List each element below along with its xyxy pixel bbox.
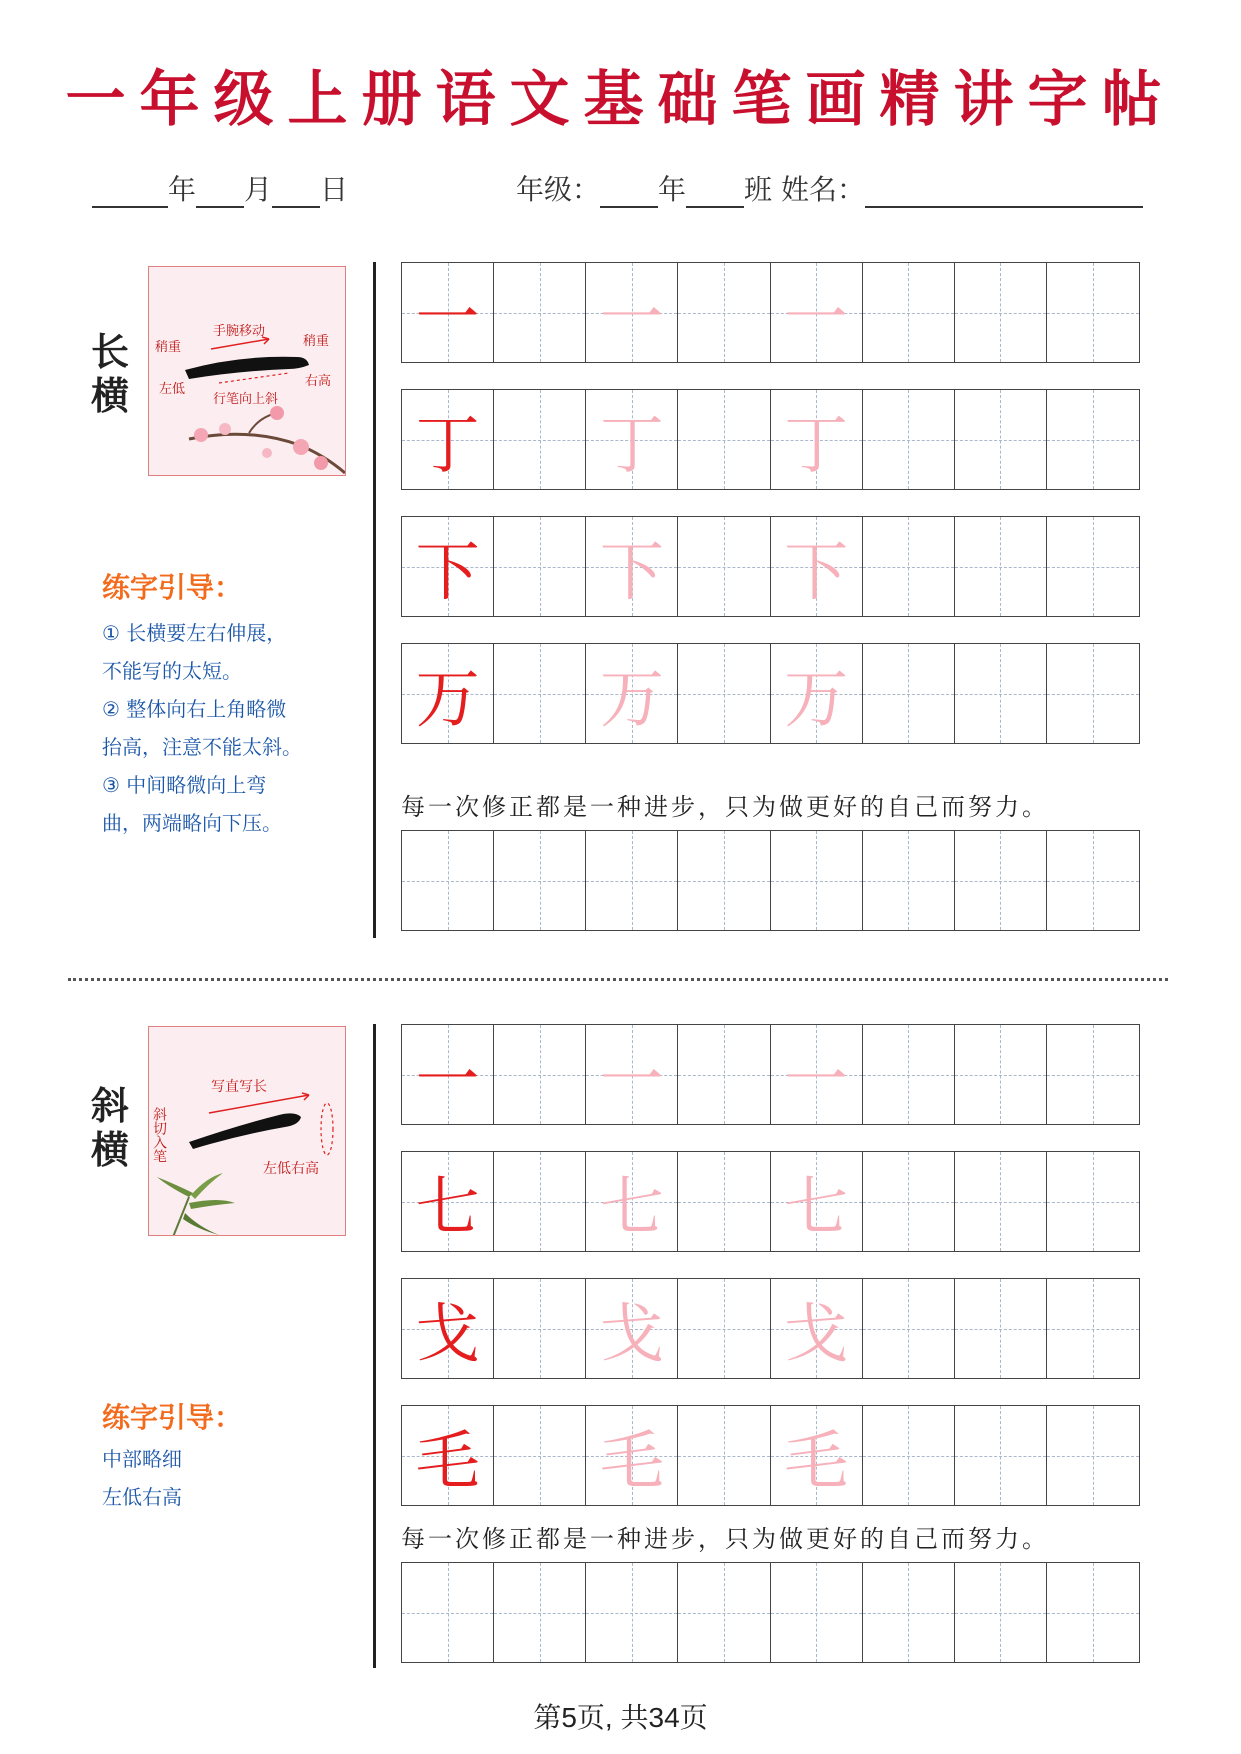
grid-cell[interactable] (586, 831, 678, 930)
grid-cell[interactable] (1047, 1025, 1139, 1124)
grid-cell[interactable] (863, 1406, 955, 1505)
grid-cell[interactable] (863, 517, 955, 616)
guide-title-1: 练字引导： (102, 571, 243, 604)
guide-line: ③ 中间略微向上弯 (102, 773, 267, 797)
year-blank[interactable] (92, 180, 168, 208)
trace-character: 一 (784, 281, 849, 356)
trace-character: 丁 (784, 408, 849, 483)
diagram-top-label: 手腕移动 (213, 324, 266, 339)
practice-row[interactable] (401, 1151, 1140, 1252)
practice-row-blank[interactable] (401, 1562, 1140, 1663)
practice-row[interactable] (401, 262, 1140, 363)
grid-cell[interactable] (771, 644, 863, 743)
grid-cell[interactable] (678, 831, 770, 930)
grid-cell[interactable] (402, 390, 494, 489)
stroke-illustration-2 (148, 1026, 346, 1236)
grid-cell[interactable] (402, 644, 494, 743)
grid-cell[interactable] (771, 1279, 863, 1378)
model-character: 万 (415, 662, 480, 737)
motto-quote-1: 每一次修正都是一种进步，只为做更好的自己而努力。 (401, 793, 1049, 821)
grid-cell[interactable] (402, 1563, 494, 1662)
grid-cell[interactable] (494, 263, 586, 362)
trace-character: 七 (599, 1170, 664, 1245)
model-character: 毛 (415, 1424, 480, 1499)
grid-cell[interactable] (771, 1025, 863, 1124)
grid-cell[interactable] (863, 831, 955, 930)
grid-cell[interactable] (586, 390, 678, 489)
grid-cell[interactable] (955, 1152, 1047, 1251)
grid-cell[interactable] (402, 1279, 494, 1378)
grid-cell[interactable] (402, 1025, 494, 1124)
stroke-name-1: 长横 (90, 330, 129, 418)
model-character: 丁 (415, 408, 480, 483)
grid-cell[interactable] (1047, 390, 1139, 489)
name-label: 姓名： (780, 173, 865, 206)
day-blank[interactable] (272, 180, 320, 208)
grid-cell[interactable] (586, 1279, 678, 1378)
trace-character: 丁 (599, 408, 664, 483)
grid-cell[interactable] (955, 390, 1047, 489)
diagram-bottom-label: 左低右高 (263, 1161, 319, 1177)
trace-character: 万 (784, 662, 849, 737)
grid-cell[interactable] (955, 517, 1047, 616)
guide-line: ① 长横要左右伸展， (102, 621, 287, 645)
grid-cell[interactable] (586, 517, 678, 616)
diagram-right-press: 稍重 (303, 334, 330, 349)
model-character: 七 (415, 1170, 480, 1245)
plum-blossom-icon (189, 406, 345, 473)
trace-character: 毛 (784, 1424, 849, 1499)
grid-cell[interactable] (494, 1025, 586, 1124)
guide-text-1 (102, 614, 342, 842)
grid-cell[interactable] (678, 517, 770, 616)
name-blank[interactable] (865, 180, 1143, 208)
day-label: 日 (320, 173, 349, 206)
diagram-left-low: 左低 (159, 382, 186, 397)
grid-cell[interactable] (494, 1279, 586, 1378)
grid-cell[interactable] (771, 831, 863, 930)
guide-line: 左低右高 (102, 1485, 182, 1509)
grid-cell[interactable] (955, 1025, 1047, 1124)
grid-cell[interactable] (402, 831, 494, 930)
grid-cell[interactable] (955, 831, 1047, 930)
grid-cell[interactable] (863, 1563, 955, 1662)
trace-character: 戈 (599, 1297, 664, 1372)
grid-cell[interactable] (586, 1025, 678, 1124)
grid-cell[interactable] (402, 517, 494, 616)
grid-cell[interactable] (863, 1152, 955, 1251)
class-label: 班 (744, 173, 773, 206)
grid-cell[interactable] (494, 644, 586, 743)
month-label: 月 (244, 173, 273, 206)
grid-cell[interactable] (771, 263, 863, 362)
grid-cell[interactable] (402, 1406, 494, 1505)
model-character: 一 (415, 1043, 480, 1118)
date-line (92, 168, 348, 208)
divider-line-1 (373, 262, 376, 938)
guide-text-2 (102, 1440, 342, 1516)
model-character: 一 (415, 281, 480, 356)
grid-cell[interactable] (955, 1563, 1047, 1662)
practice-row[interactable] (401, 516, 1140, 617)
guide-line: 曲，两端略向下压。 (102, 811, 282, 835)
grid-cell[interactable] (494, 831, 586, 930)
grid-cell[interactable] (1047, 1406, 1139, 1505)
grid-cell[interactable] (494, 1563, 586, 1662)
divider-line-2 (373, 1024, 376, 1668)
trace-character: 一 (599, 281, 664, 356)
trace-character: 下 (784, 535, 849, 610)
year-label: 年 (168, 173, 197, 206)
grade-year-label: 年 (658, 173, 687, 206)
grid-cell[interactable] (494, 390, 586, 489)
grid-cell[interactable] (586, 263, 678, 362)
model-character: 下 (415, 535, 480, 610)
diagram-left-label: 斜切入笔 (151, 1107, 167, 1163)
grid-cell[interactable] (586, 1152, 678, 1251)
diagram-bottom-label: 行笔向上斜 (213, 392, 279, 407)
grid-cell[interactable] (586, 1563, 678, 1662)
grid-cell[interactable] (771, 1563, 863, 1662)
slant-horizontal-diagram (149, 1027, 345, 1235)
grid-cell[interactable] (771, 1152, 863, 1251)
student-line (516, 168, 1143, 208)
guide-line: ② 整体向右上角略微 (102, 697, 287, 721)
bamboo-icon (157, 1173, 235, 1235)
grid-cell[interactable] (494, 517, 586, 616)
grid-cell[interactable] (863, 263, 955, 362)
grid-cell[interactable] (771, 1406, 863, 1505)
section-separator (68, 978, 1168, 981)
diagram-right-high: 右高 (305, 374, 332, 389)
practice-row[interactable] (401, 1405, 1140, 1506)
grid-cell[interactable] (1047, 831, 1139, 930)
grid-cell[interactable] (1047, 517, 1139, 616)
practice-row[interactable] (401, 389, 1140, 490)
grid-cell[interactable] (1047, 644, 1139, 743)
grid-cell[interactable] (678, 1152, 770, 1251)
grade-blank[interactable] (600, 180, 658, 208)
guide-line: 抬高，注意不能太斜。 (102, 735, 302, 759)
grid-cell[interactable] (678, 1025, 770, 1124)
grid-cell[interactable] (1047, 1152, 1139, 1251)
long-horizontal-diagram (149, 267, 345, 475)
page-number: 第5页, 共34页 (533, 1702, 708, 1733)
trace-character: 七 (784, 1170, 849, 1245)
practice-row[interactable] (401, 1278, 1140, 1379)
trace-character: 戈 (784, 1297, 849, 1372)
grid-cell[interactable] (863, 644, 955, 743)
motto-quote-2: 每一次修正都是一种进步，只为做更好的自己而努力。 (401, 1525, 1049, 1553)
practice-row[interactable] (401, 1024, 1140, 1125)
class-blank[interactable] (686, 180, 744, 208)
guide-title-2: 练字引导： (102, 1401, 243, 1434)
grid-cell[interactable] (586, 1406, 678, 1505)
trace-character: 万 (599, 662, 664, 737)
trace-character: 一 (599, 1043, 664, 1118)
grid-cell[interactable] (402, 263, 494, 362)
grid-cell[interactable] (586, 644, 678, 743)
month-blank[interactable] (196, 180, 244, 208)
grid-cell[interactable] (955, 1406, 1047, 1505)
grid-cell[interactable] (863, 1025, 955, 1124)
model-character: 戈 (415, 1297, 480, 1372)
trace-character: 毛 (599, 1424, 664, 1499)
grid-cell[interactable] (678, 390, 770, 489)
trace-character: 一 (784, 1043, 849, 1118)
diagram-top-label: 写直写长 (211, 1079, 267, 1095)
grid-cell[interactable] (678, 1563, 770, 1662)
grid-cell[interactable] (678, 1279, 770, 1378)
grid-cell[interactable] (1047, 263, 1139, 362)
grid-cell[interactable] (494, 1406, 586, 1505)
grid-cell[interactable] (771, 390, 863, 489)
stroke-name-2: 斜横 (90, 1084, 129, 1172)
page-title: 一年级上册语文基础笔画精讲字帖 (65, 65, 1176, 135)
grid-cell[interactable] (955, 1279, 1047, 1378)
guide-line: 中部略细 (102, 1447, 182, 1471)
stroke-illustration-1 (148, 266, 346, 476)
grid-cell[interactable] (494, 1152, 586, 1251)
grid-cell[interactable] (678, 1406, 770, 1505)
grid-cell[interactable] (1047, 1279, 1139, 1378)
trace-character: 下 (599, 535, 664, 610)
grid-cell[interactable] (771, 517, 863, 616)
grid-cell[interactable] (402, 1152, 494, 1251)
grid-cell[interactable] (955, 263, 1047, 362)
grid-cell[interactable] (863, 390, 955, 489)
practice-row[interactable] (401, 643, 1140, 744)
grid-cell[interactable] (1047, 1563, 1139, 1662)
grid-cell[interactable] (863, 1279, 955, 1378)
diagram-left-press: 稍重 (155, 340, 182, 355)
grid-cell[interactable] (955, 644, 1047, 743)
practice-row-blank[interactable] (401, 830, 1140, 931)
guide-line: 不能写的太短。 (102, 659, 242, 683)
grid-cell[interactable] (678, 263, 770, 362)
grid-cell[interactable] (678, 644, 770, 743)
grade-label: 年级： (516, 173, 601, 206)
